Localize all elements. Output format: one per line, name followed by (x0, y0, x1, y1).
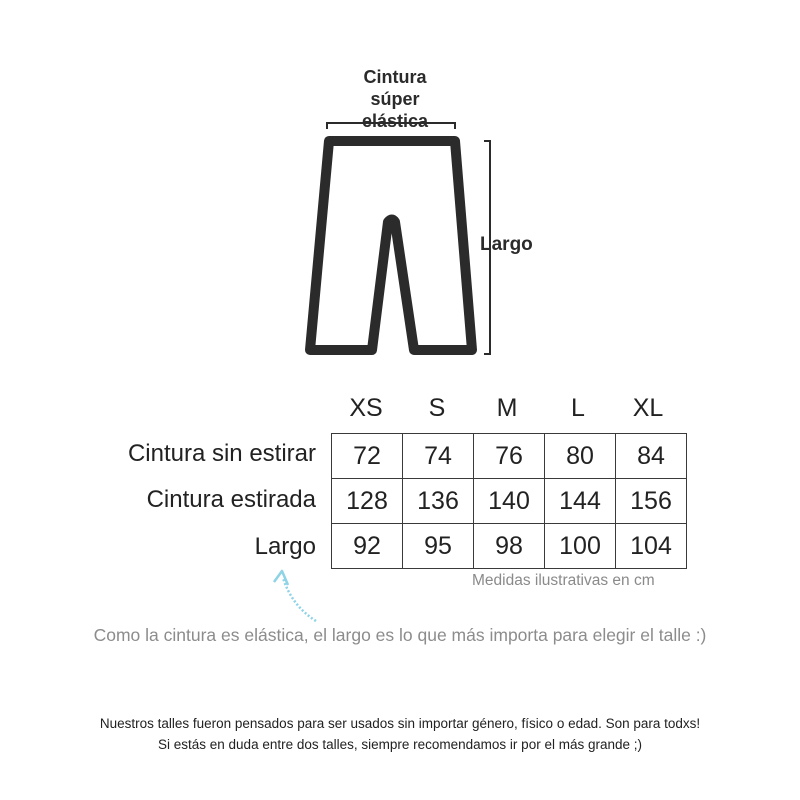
table-row (332, 479, 687, 524)
footer-line-2: Si estás en duda entre dos talles, siempre recomendamos ir por el más grande ;) (158, 737, 642, 752)
row-label-waist-stretched: Cintura estirada (146, 486, 316, 513)
pants-outline-icon (310, 141, 472, 350)
arrow-head-icon (274, 571, 288, 585)
waist-label-line: Cintura (363, 67, 427, 87)
waist-label (330, 66, 460, 132)
size-header-l: L (571, 394, 585, 422)
table-cell: 104 (616, 524, 687, 569)
size-table (331, 433, 687, 569)
table-cell: 156 (616, 479, 687, 524)
table-cell: 95 (403, 524, 474, 569)
table-cell: 92 (332, 524, 403, 569)
table-cell: 72 (332, 434, 403, 479)
waist-label-line: súper (370, 89, 420, 109)
table-cell: 84 (616, 434, 687, 479)
size-header-m: M (496, 394, 518, 422)
table-cell: 98 (474, 524, 545, 569)
table-row (332, 524, 687, 569)
table-cell: 74 (403, 434, 474, 479)
table-cell: 76 (474, 434, 545, 479)
table-cell: 128 (332, 479, 403, 524)
table-cell: 80 (545, 434, 616, 479)
table-row (332, 434, 687, 479)
table-cell: 144 (545, 479, 616, 524)
size-header-xs: XS (349, 394, 383, 422)
length-label: Largo (480, 234, 533, 255)
table-cell: 136 (403, 479, 474, 524)
tip-text: Como la cintura es elástica, el largo es lo que más importa para elegir el talle :) (93, 625, 707, 645)
size-header-s: S (428, 394, 446, 422)
measurement-note: Medidas ilustrativas en cm (472, 572, 655, 589)
waist-label-line: elástica (361, 111, 429, 131)
size-header-xl: XL (632, 394, 664, 422)
table-cell: 100 (545, 524, 616, 569)
footer-line-1: Nuestros talles fueron pensados para ser usados sin importar género, físico o edad. Son para todxs! (99, 716, 701, 731)
row-label-waist-unstretched: Cintura sin estirar (127, 440, 316, 467)
row-label-length: Largo (254, 533, 316, 560)
table-cell: 140 (474, 479, 545, 524)
